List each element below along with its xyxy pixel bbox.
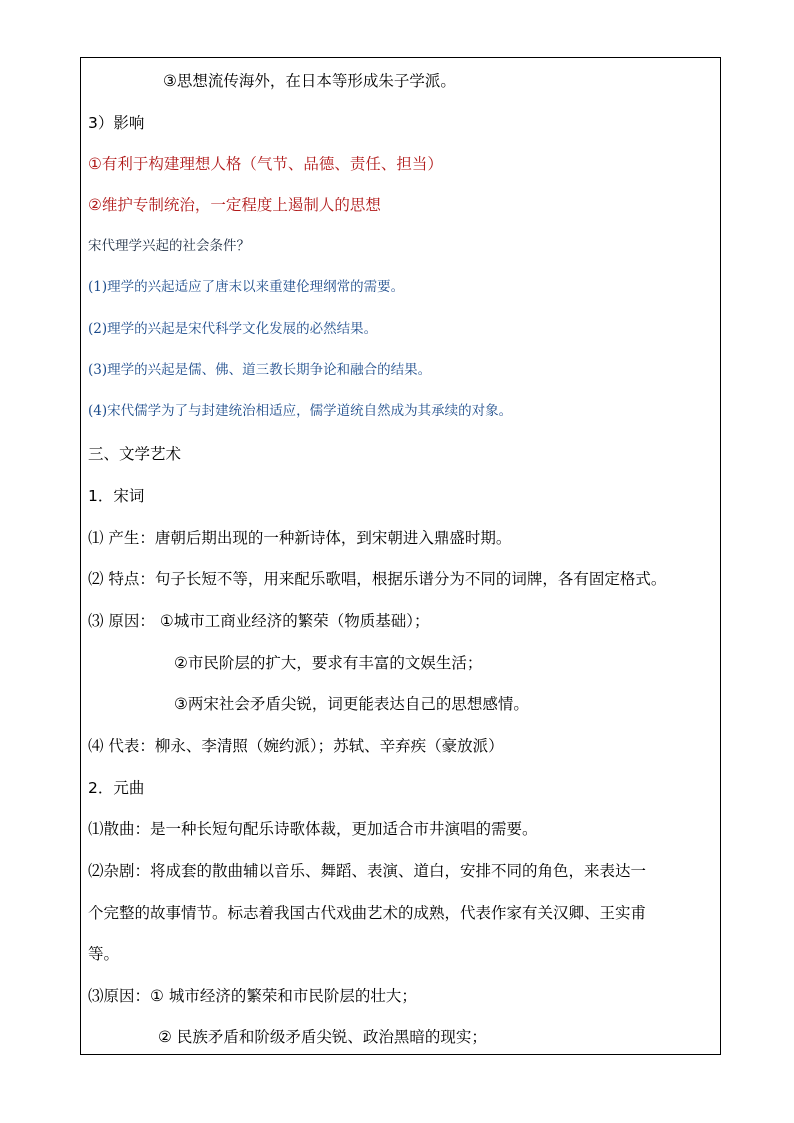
section-heading: 2．元曲 bbox=[88, 779, 145, 797]
text-line: ⑶ 原因： ①城市工商业经济的繁荣（物质基础）； bbox=[88, 612, 430, 630]
text-line: ② 民族矛盾和阶级矛盾尖锐、政治黑暗的现实； bbox=[158, 1028, 487, 1046]
text-line: 等。 bbox=[88, 945, 120, 963]
section-heading: 3）影响 bbox=[88, 114, 145, 132]
text-line: ⑴散曲：是一种长短句配乐诗歌体裁，更加适合市井演唱的需要。 bbox=[88, 820, 538, 838]
question-line: 宋代理学兴起的社会条件？ bbox=[88, 238, 250, 254]
text-line: ⑵杂剧：将成套的散曲辅以音乐、舞蹈、表演、道白，安排不同的角色，来表达一 bbox=[88, 862, 647, 880]
text-line: ①有利于构建理想人格（气节、品德、责任、担当） bbox=[88, 155, 443, 173]
text-line: ②市民阶层的扩大，要求有丰富的文娱生活； bbox=[174, 654, 483, 672]
section-heading: 1．宋词 bbox=[88, 487, 145, 505]
text-line: ②维护专制统治，一定程度上遏制人的思想 bbox=[88, 196, 381, 214]
section-heading: 三、文学艺术 bbox=[88, 445, 182, 463]
text-line: ⑵ 特点：句子长短不等，用来配乐歌唱，根据乐谱分为不同的词牌，各有固定格式。 bbox=[88, 570, 667, 588]
answer-line: (1)理学的兴起适应了唐末以来重建伦理纲常的需要。 bbox=[88, 279, 405, 295]
text-line: ③思想流传海外，在日本等形成朱子学派。 bbox=[163, 72, 456, 90]
text-line: ③两宋社会矛盾尖锐，词更能表达自己的思想感情。 bbox=[174, 695, 529, 713]
answer-line: (4)宋代儒学为了与封建统治相适应，儒学道统自然成为其承续的对象。 bbox=[88, 403, 513, 419]
text-line: ⑶原因：① 城市经济的繁荣和市民阶层的壮大； bbox=[88, 987, 417, 1005]
answer-line: (3)理学的兴起是儒、佛、道三教长期争论和融合的结果。 bbox=[88, 362, 432, 378]
text-line: 个完整的故事情节。标志着我国古代戏曲艺术的成熟，代表作家有关汉卿、王实甫 bbox=[88, 904, 647, 922]
text-line: ⑷ 代表：柳永、李清照（婉约派）；苏轼、辛弃疾（豪放派） bbox=[88, 737, 504, 755]
text-line: ⑴ 产生：唐朝后期出现的一种新诗体，到宋朝进入鼎盛时期。 bbox=[88, 529, 512, 547]
answer-line: (2)理学的兴起是宋代科学文化发展的必然结果。 bbox=[88, 321, 378, 337]
